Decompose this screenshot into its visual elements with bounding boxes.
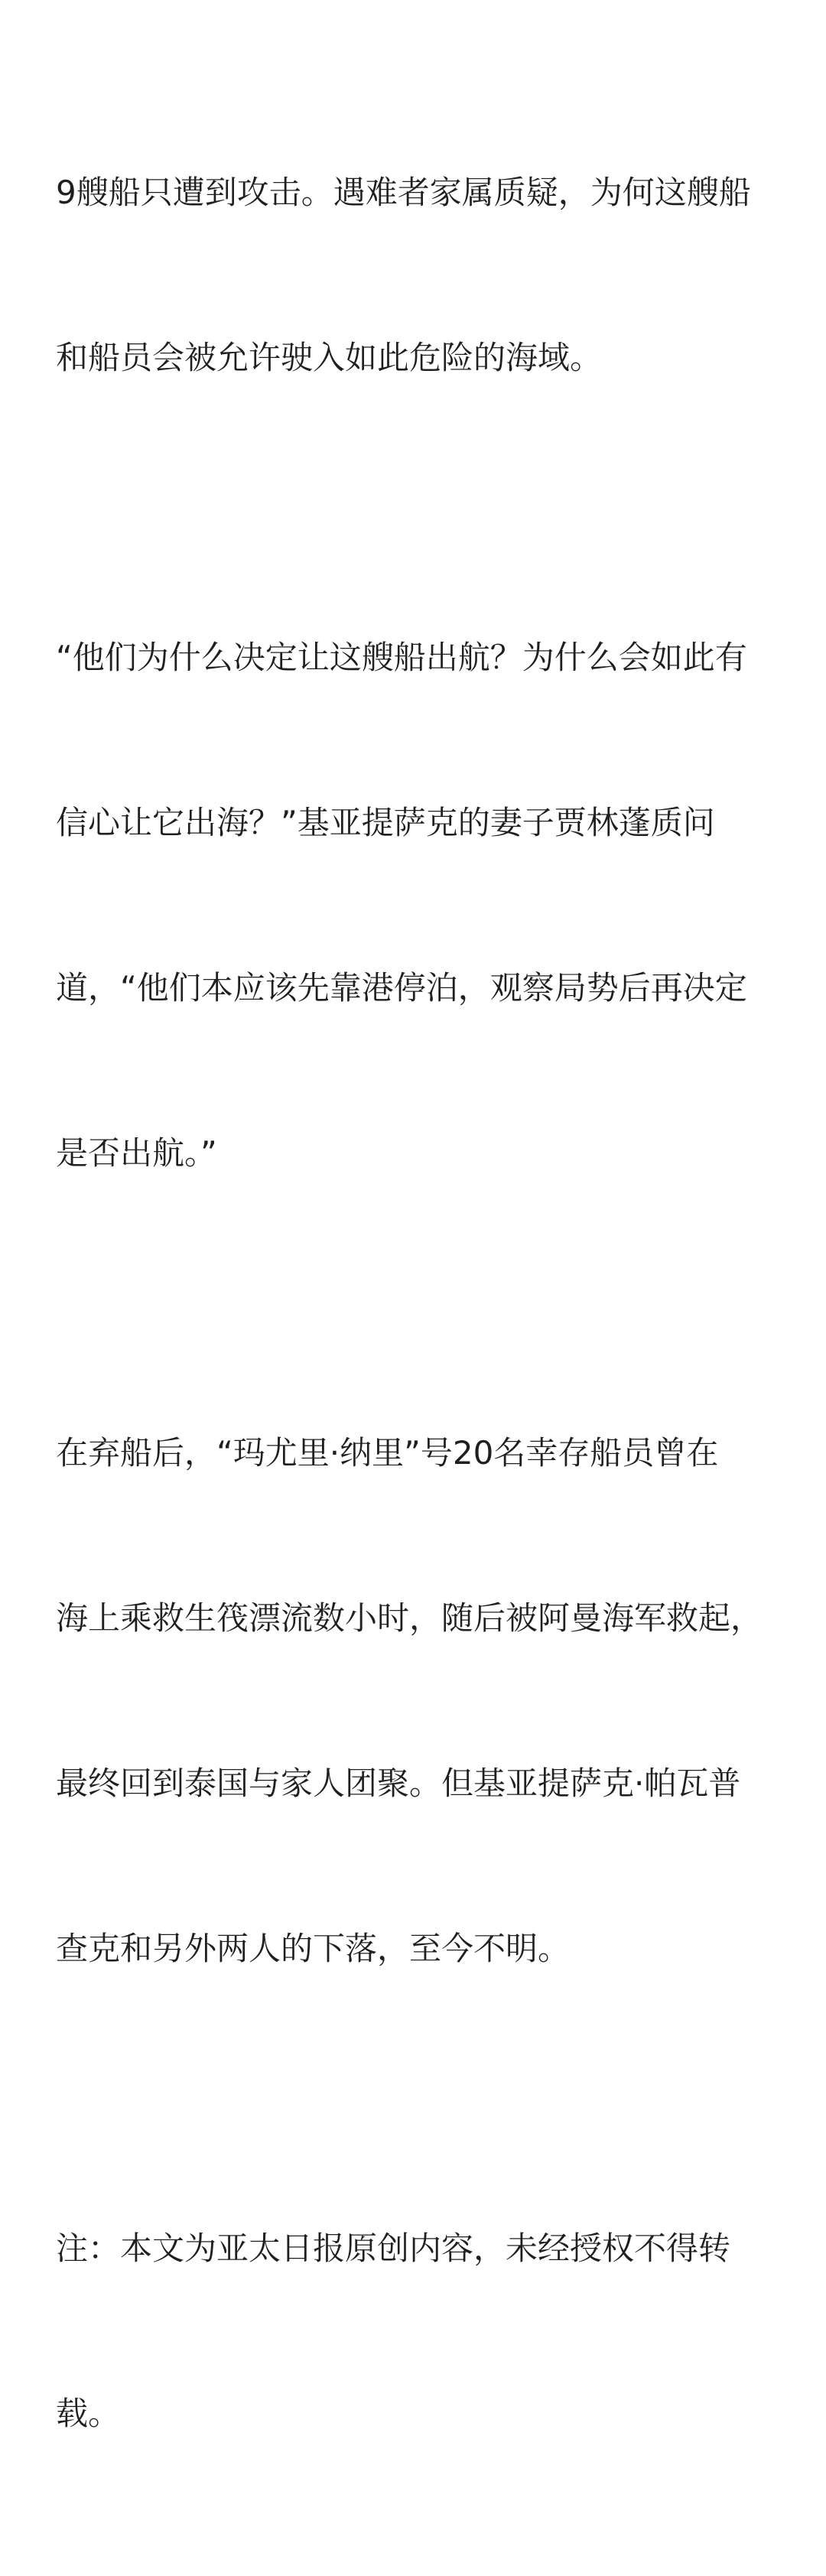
paragraph-line: 载。 [56,2395,121,2432]
paragraph-line: 9艘船只遭到攻击。遇难者家属质疑，为何这艘船 [56,174,751,211]
paragraph-line: 和船员会被允许驶入如此危险的海域。 [56,339,603,376]
paragraph-line: 在弃船后，“玛尤里·纳里”号20名幸存船员曾在 [56,1434,719,1472]
paragraph-line: “他们为什么决定让这艘船出航？为什么会如此有 [56,639,747,676]
article-body [56,55,775,2576]
paragraph-3 [56,1316,775,2086]
paragraph-line: 道，“他们本应该先靠港停泊，观察局势后再决定 [56,969,747,1007]
paragraph-1 [56,55,775,496]
paragraph-line: 是否出航。” [56,1134,217,1172]
paragraph-4-copyright-note [56,2111,775,2552]
paragraph-line: 海上乘救生筏漂流数小时，随后被阿曼海军救起， [56,1599,763,1637]
paragraph-line: 查克和另外两人的下落，至今不明。 [56,1930,571,1967]
paragraph-2 [56,520,775,1291]
paragraph-line: 最终回到泰国与家人团聚。但基亚提萨克·帕瓦普 [56,1764,741,1802]
paragraph-line: 注：本文为亚太日报原创内容，未经授权不得转 [56,2230,731,2267]
paragraph-line: 信心让它出海？”基亚提萨克的妻子贾林蓬质问 [56,804,715,841]
